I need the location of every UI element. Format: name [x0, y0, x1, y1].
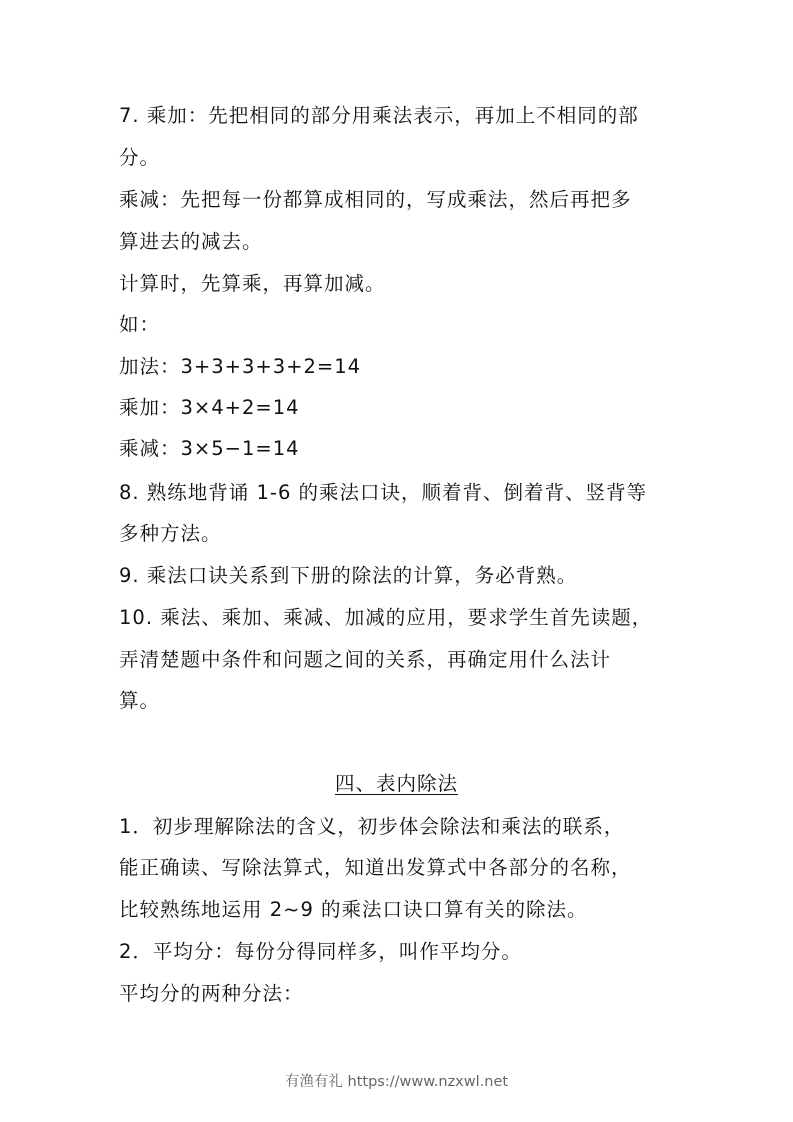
paragraph-line: 9. 乘法口诀关系到下册的除法的计算，务必背熟。	[119, 564, 578, 587]
paragraph-line: 能正确读、写除法算式，知道出发算式中各部分的名称，	[119, 856, 632, 879]
paragraph-line: 8. 熟练地背诵 1-6 的乘法口诀，顺着背、倒着背、竖背等	[119, 481, 648, 504]
section-heading-text: 四、表内除法	[334, 772, 458, 795]
paragraph-line: 乘减：先把每一份都算成相同的，写成乘法，然后再把多	[119, 188, 632, 211]
paragraph-line: 算进去的减去。	[119, 230, 263, 253]
equation-line: 乘减：3×5−1=14	[119, 437, 300, 460]
paragraph-line: 2．平均分：每份分得同样多，叫作平均分。	[119, 940, 522, 963]
paragraph-line: 如：	[119, 313, 161, 336]
paragraph-line: 分。	[119, 146, 161, 169]
equation-line: 乘加：3×4+2=14	[119, 396, 300, 419]
paragraph-line: 10. 乘法、乘加、乘减、加减的应用，要求学生首先读题，	[119, 606, 653, 629]
paragraph-line: 计算时，先算乘，再算加减。	[119, 272, 386, 295]
paragraph-line: 多种方法。	[119, 522, 222, 545]
footer-watermark: 有渔有礼 https://www.nzxwl.net	[284, 1074, 509, 1090]
paragraph-line: 7. 乘加：先把相同的部分用乘法表示，再加上不相同的部	[119, 104, 639, 127]
equation-line: 加法：3+3+3+3+2=14	[119, 355, 362, 378]
paragraph-line: 弄清楚题中条件和问题之间的关系，再确定用什么法计	[119, 648, 612, 671]
paragraph-line: 1．初步理解除法的含义，初步体会除法和乘法的联系，	[119, 815, 625, 838]
section-heading	[0, 772, 793, 796]
paragraph-line: 比较熟练地运用 2~9 的乘法口诀口算有关的除法。	[119, 898, 588, 921]
paragraph-line: 平均分的两种分法：	[119, 982, 304, 1005]
paragraph-line: 算。	[119, 689, 161, 712]
